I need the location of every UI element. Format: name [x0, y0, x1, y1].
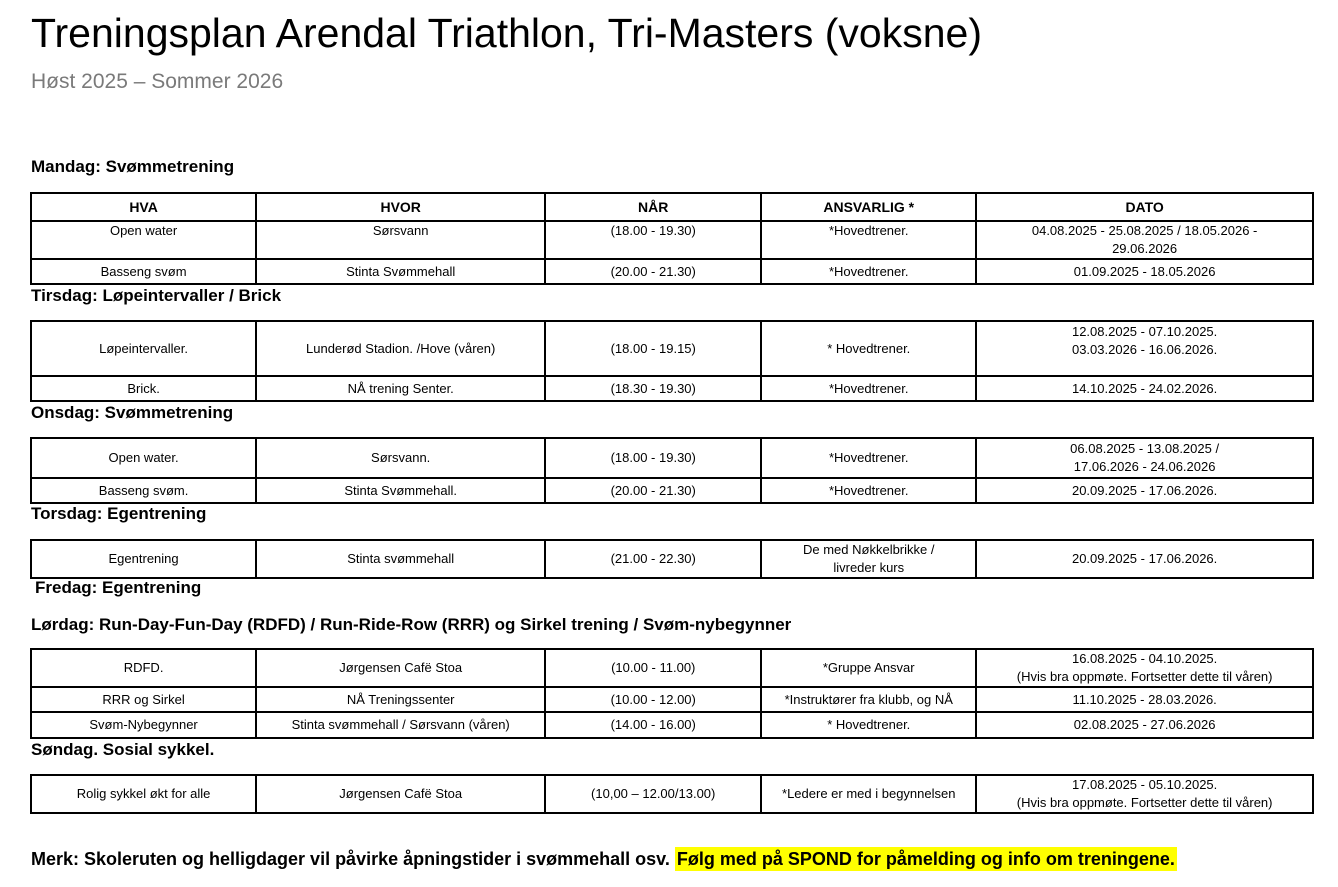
cell-nar: (18.30 - 19.30) [545, 376, 761, 401]
cell-nar: (18.00 - 19.15) [545, 321, 761, 376]
cell-dato [976, 221, 1313, 259]
table-row [31, 649, 1313, 687]
cell-dato-line: (Hvis bra oppmøte. Fortsetter dette til våren) [1016, 795, 1273, 810]
cell-hvor: Stinta Svømmehall. [256, 478, 545, 503]
table-row [31, 687, 1313, 712]
schedule-table-mandag [30, 192, 1314, 285]
cell-ansvarlig: *Gruppe Ansvar [761, 649, 976, 687]
cell-ansvarlig: *Hovedtrener. [761, 478, 976, 503]
cell-hva: Brick. [31, 376, 256, 401]
cell-dato: 01.09.2025 - 18.05.2026 [976, 259, 1313, 284]
cell-hva: RDFD. [31, 649, 256, 687]
table-header-row [31, 193, 1313, 221]
cell-hva: Egentrening [31, 540, 256, 578]
day-heading-mandag: Mandag: Svømmetrening [31, 157, 235, 176]
cell-dato-line: 17.06.2026 - 24.06.2026 [1073, 459, 1216, 474]
day-heading-lordag: Lørdag: Run-Day-Fun-Day (RDFD) / Run-Ride-Row (RRR) og Sirkel trening / Svøm-nybegynner [31, 615, 792, 634]
table-row [31, 775, 1313, 813]
footer-note-highlight: Følg med på SPOND for påmelding og info om treningene. [676, 849, 1175, 869]
cell-ansvarlig: *Hovedtrener. [761, 259, 976, 284]
cell-nar: (20.00 - 21.30) [545, 259, 761, 284]
schedule-table-sondag [30, 774, 1314, 814]
schedule-table-torsdag [30, 539, 1314, 579]
cell-hvor: Stinta svømmehall / Sørsvann (våren) [256, 712, 545, 738]
page-subtitle: Høst 2025 – Sommer 2026 [31, 70, 284, 93]
cell-dato-line: 06.08.2025 - 13.08.2025 / [1070, 441, 1220, 456]
table-row [31, 221, 1313, 259]
cell-dato-line: 29.06.2026 [1112, 241, 1178, 256]
cell-hva: Svøm-Nybegynner [31, 712, 256, 738]
footer-note-text: Merk: Skoleruten og helligdager vil påvirke åpningstider i svømmehall osv. [31, 849, 675, 869]
cell-dato-line: 16.08.2025 - 04.10.2025. [1071, 651, 1218, 666]
header-ansvarlig: ANSVARLIG * [761, 193, 976, 221]
schedule-table-tirsdag [30, 320, 1314, 402]
cell-hvor: Sørsvann. [256, 438, 545, 478]
cell-nar: (18.00 - 19.30) [545, 438, 761, 478]
table-row [31, 376, 1313, 401]
schedule-table-onsdag [30, 437, 1314, 504]
cell-nar: (10,00 – 12.00/13.00) [545, 775, 761, 813]
table-row [31, 438, 1313, 478]
cell-ansvarlig: *Ledere er med i begynnelsen [761, 775, 976, 813]
page-title: Treningsplan Arendal Triathlon, Tri-Masters (voksne) [31, 10, 982, 56]
cell-dato: 14.10.2025 - 24.02.2026. [976, 376, 1313, 401]
cell-ansvarlig-line: livreder kurs [833, 560, 905, 575]
cell-dato-line: (Hvis bra oppmøte. Fortsetter dette til våren) [1016, 669, 1273, 684]
cell-hva: Basseng svøm. [31, 478, 256, 503]
cell-dato-line: 04.08.2025 - 25.08.2025 / 18.05.2026 - [1031, 223, 1258, 238]
cell-nar: (18.00 - 19.30) [545, 221, 761, 259]
cell-dato-line: 03.03.2026 - 16.06.2026. [1071, 342, 1218, 357]
cell-nar: (10.00 - 12.00) [545, 687, 761, 712]
cell-hva: Løpeintervaller. [31, 321, 256, 376]
cell-hva: Open water. [31, 438, 256, 478]
day-heading-torsdag: Torsdag: Egentrening [31, 504, 207, 523]
footer-note [31, 849, 1177, 870]
table-row [31, 259, 1313, 284]
cell-hvor: Lunderød Stadion. /Hove (våren) [256, 321, 545, 376]
day-heading-fredag: Fredag: Egentrening [35, 578, 202, 597]
header-hva: HVA [31, 193, 256, 221]
cell-ansvarlig: *Hovedtrener. [761, 376, 976, 401]
cell-dato-line: 12.08.2025 - 07.10.2025. [1071, 324, 1218, 339]
cell-ansvarlig: * Hovedtrener. [761, 321, 976, 376]
day-heading-onsdag: Onsdag: Svømmetrening [31, 403, 234, 422]
cell-nar: (21.00 - 22.30) [545, 540, 761, 578]
cell-hvor: Stinta svømmehall [256, 540, 545, 578]
cell-ansvarlig [761, 540, 976, 578]
cell-hvor: Jørgensen Cafë Stoa [256, 649, 545, 687]
cell-dato [976, 775, 1313, 813]
cell-hva: Basseng svøm [31, 259, 256, 284]
table-row [31, 712, 1313, 738]
schedule-table-lordag [30, 648, 1314, 739]
cell-nar: (14.00 - 16.00) [545, 712, 761, 738]
cell-dato [976, 321, 1313, 376]
cell-dato-line: 17.08.2025 - 05.10.2025. [1071, 777, 1218, 792]
table-row [31, 321, 1313, 376]
header-nar: NÅR [545, 193, 761, 221]
cell-dato: 02.08.2025 - 27.06.2026 [976, 712, 1313, 738]
cell-nar: (10.00 - 11.00) [545, 649, 761, 687]
cell-hva: Open water [31, 221, 256, 259]
cell-hvor: Stinta Svømmehall [256, 259, 545, 284]
cell-ansvarlig: * Hovedtrener. [761, 712, 976, 738]
cell-dato [976, 649, 1313, 687]
table-row [31, 540, 1313, 578]
cell-nar: (20.00 - 21.30) [545, 478, 761, 503]
header-hvor: HVOR [256, 193, 545, 221]
cell-ansvarlig: *Hovedtrener. [761, 221, 976, 259]
day-heading-sondag: Søndag. Sosial sykkel. [31, 740, 215, 759]
cell-dato: 11.10.2025 - 28.03.2026. [976, 687, 1313, 712]
table-row [31, 478, 1313, 503]
cell-hvor: Sørsvann [256, 221, 545, 259]
header-dato: DATO [976, 193, 1313, 221]
cell-ansvarlig: *Hovedtrener. [761, 438, 976, 478]
cell-ansvarlig: *Instruktører fra klubb, og NÅ [761, 687, 976, 712]
day-heading-tirsdag: Tirsdag: Løpeintervaller / Brick [31, 286, 282, 305]
cell-hva: Rolig sykkel økt for alle [31, 775, 256, 813]
cell-hvor: NÅ Treningssenter [256, 687, 545, 712]
cell-hvor: NÅ trening Senter. [256, 376, 545, 401]
cell-ansvarlig-line: De med Nøkkelbrikke / [803, 542, 935, 557]
cell-hvor: Jørgensen Cafë Stoa [256, 775, 545, 813]
cell-dato: 20.09.2025 - 17.06.2026. [976, 540, 1313, 578]
cell-dato [976, 438, 1313, 478]
cell-hva: RRR og Sirkel [31, 687, 256, 712]
cell-dato: 20.09.2025 - 17.06.2026. [976, 478, 1313, 503]
